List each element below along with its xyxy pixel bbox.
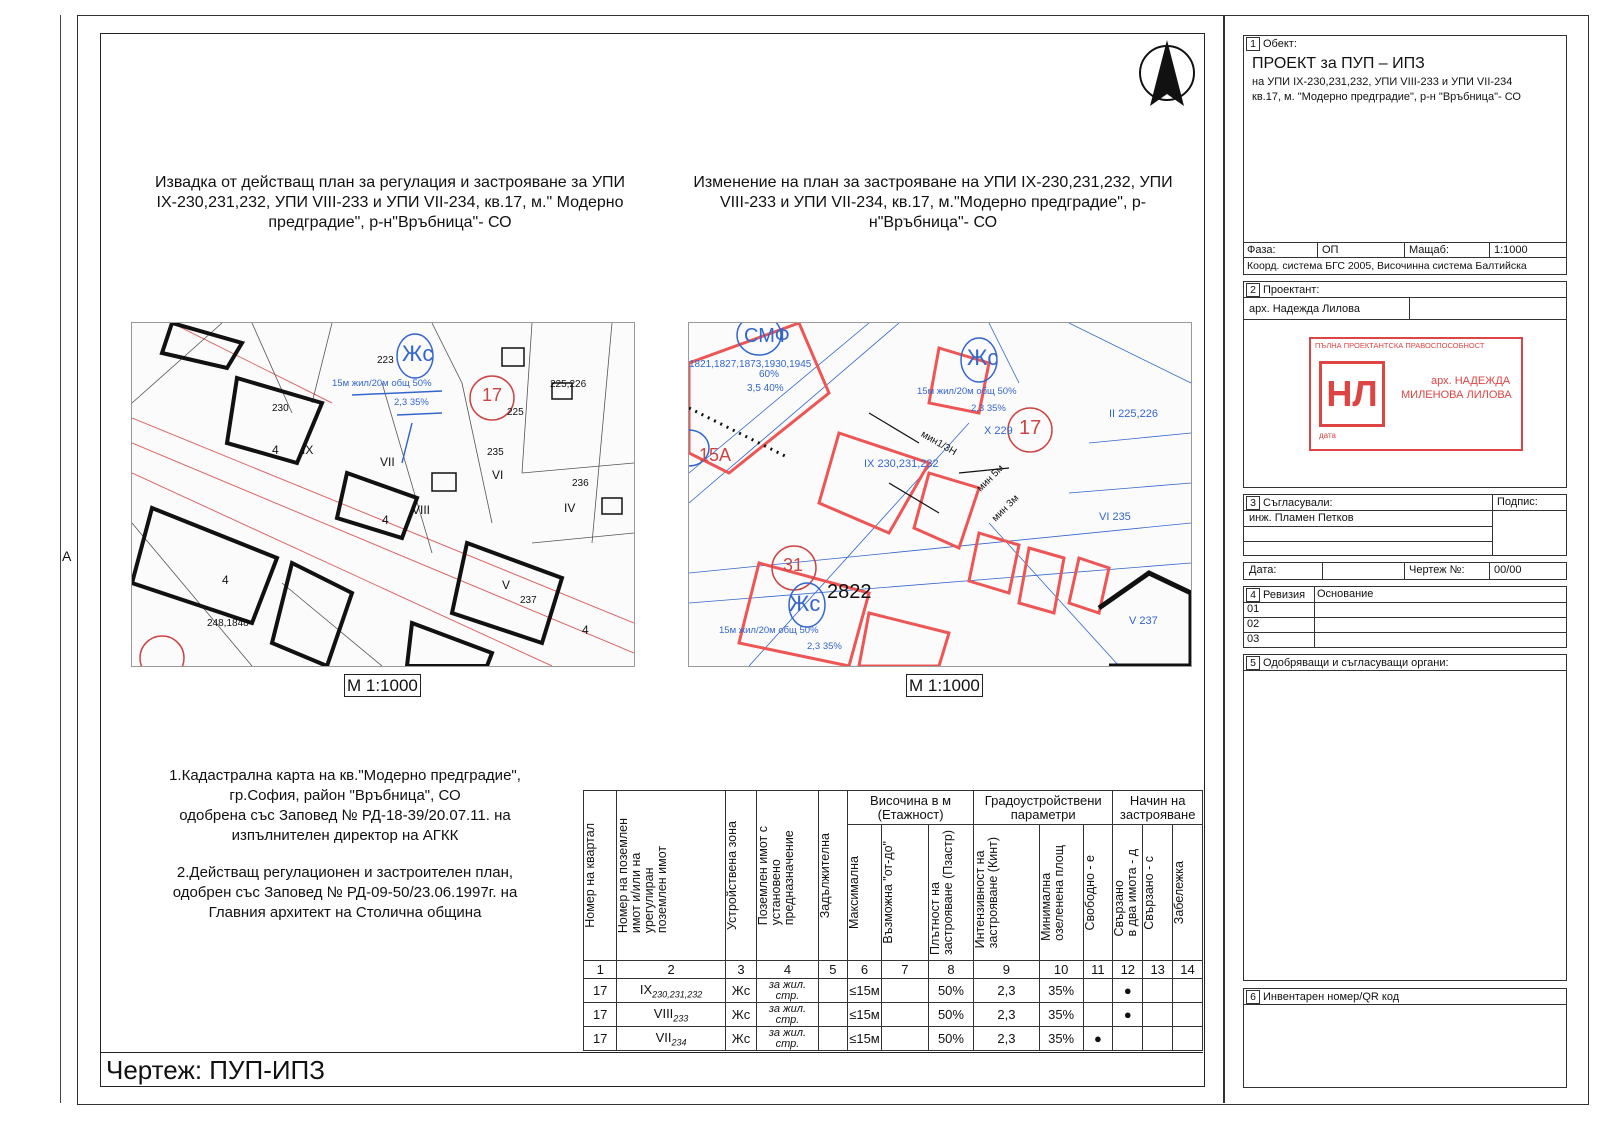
map-right-params4: 2,3 35% xyxy=(807,641,842,652)
frame-left-line xyxy=(60,15,61,1103)
map-right-zone2-label: Жс xyxy=(789,591,821,616)
th-purpose: Поземлен имот с установено предназначение xyxy=(757,791,818,961)
title-block-inventory xyxy=(1243,988,1567,1088)
title-block-revisions xyxy=(1243,586,1567,648)
title-block-divider xyxy=(1223,15,1225,1103)
map-left-storeys-2: 4 xyxy=(382,513,389,527)
map-right-params-35: 3,5 40% xyxy=(747,383,784,394)
map-left-plot-237: 237 xyxy=(520,595,537,606)
table-row: 17 $VII_{234}$ Жс за жил. стр. ≤15м 50% 2,3 35% ● xyxy=(584,1027,1203,1051)
th-group-params: Градоустройствени параметри xyxy=(974,791,1113,825)
inventory-label: Инвентарен номер/QR код xyxy=(1263,991,1400,1003)
table-number-row: 1 2 3 4 5 6 7 8 9 10 11 12 13 14 xyxy=(584,961,1203,979)
north-arrow-icon xyxy=(1138,38,1198,108)
map-right-block-31: 31 xyxy=(783,555,804,575)
signature-label: Подпис: xyxy=(1497,496,1538,508)
section-number: 4 xyxy=(1246,588,1260,602)
date-label: Дата: xyxy=(1249,564,1277,576)
agreed-by-name: инж. Пламен Петков xyxy=(1249,512,1354,524)
drawing-label: Чертеж: ПУП-ИПЗ xyxy=(106,1055,325,1085)
map-left-plot-225: 225 xyxy=(507,407,524,418)
note-regulation-plan: 2.Действащ регулационен и застроителен план, одобрен със Заповед № РД-09-50/23.06.1997г. на Главния архитект на Столична община xyxy=(172,864,518,921)
th-intensity: Интензивност на застрояване (Кинт) xyxy=(974,825,1040,961)
map-right-block-number: 17 xyxy=(1019,417,1042,439)
map-right-dim-min3: мин 3м xyxy=(989,492,1022,525)
title-block-authorities xyxy=(1243,654,1567,981)
drawing-no-value: 00/00 xyxy=(1494,564,1522,576)
revision-01: 01 xyxy=(1247,603,1260,615)
map-left-upi-vii: VII xyxy=(380,455,395,469)
map-right-dim-min5: мин 5м xyxy=(974,462,1007,495)
basis-label: Основание xyxy=(1317,588,1374,600)
designer-stamp xyxy=(1309,337,1523,451)
designer-label: Проектант: xyxy=(1263,284,1320,296)
map-right-upi-ix: IX 230,231,232 xyxy=(864,458,939,470)
map-left-existing-plan xyxy=(131,322,635,667)
th-zone: Устройствена зона xyxy=(725,791,757,961)
map-right-plot-235: VI 235 xyxy=(1099,511,1131,523)
map-left-plot-230: 230 xyxy=(272,403,289,414)
map-left-plot-235: 235 xyxy=(487,447,504,458)
section-number: 6 xyxy=(1246,990,1260,1004)
project-subtitle-1: на УПИ IX-230,231,232, УПИ VIII-233 и УПИ VII-234 xyxy=(1252,76,1513,88)
map-right-density-60: 60% xyxy=(759,369,780,380)
map-right-block-15a: 15А xyxy=(699,445,732,465)
coordinate-system: Коорд. система БГС 2005, Височинна система Балтийска xyxy=(1247,260,1527,272)
map-left-title: Извадка от действащ план за регулация и застрояване за УПИ IX-230,231,232, УПИ VIII-233 и УПИ VII-234, кв.17, м." Модерно предградие", р-н"Връбница"- СО xyxy=(155,174,625,231)
title-block-object xyxy=(1243,35,1567,275)
stamp-name-1: арх. НАДЕЖДА xyxy=(1431,375,1511,387)
th-density: Плътност на застрояване (Пзастр) xyxy=(928,825,973,961)
map-right-dim-min13n: мин1/3Н xyxy=(918,428,959,459)
map-right-zone-label: Жс xyxy=(967,345,999,370)
section-number: 3 xyxy=(1246,496,1260,510)
map-right-plot-1821: 1821,1827,1873,1930,1945 xyxy=(689,359,812,370)
note-cadastral-map: 1.Кадастрална карта на кв."Модерно предградие", гр.София, район "Връбница", СО одобрена със Заповед № РД-18-39/20.07.11. на изпълнителен директор на АГКК xyxy=(169,767,521,844)
project-subtitle-2: кв.17, м. "Модерно предградие", р-н "Връбница"- СО xyxy=(1252,91,1521,103)
map-left-plot-236: 236 xyxy=(572,478,589,489)
stamp-header: ПЪЛНА ПРОЕКТАНТСКА ПРАВОСПОСОБНОСТ xyxy=(1315,341,1485,350)
drawing-no-label: Чертеж №: xyxy=(1409,564,1465,576)
phase-value: ОП xyxy=(1322,244,1339,256)
map-left-zone-label: Жс xyxy=(402,341,434,366)
map-left-upi-iv: IV xyxy=(564,501,576,515)
title-block-designer xyxy=(1243,281,1567,488)
project-title: ПРОЕКТ за ПУП – ИПЗ xyxy=(1252,55,1425,72)
scale-value: 1:1000 xyxy=(1494,244,1528,256)
map-right-params3: 15м жил/20м общ 50% xyxy=(719,625,819,636)
map-left-plot-226: 225,226 xyxy=(550,379,587,390)
th-plot-number: Номер на поземлен имот и/или на урегулиран поземлен имот xyxy=(617,791,725,961)
map-right-params1: 15м жил/20м общ 50% xyxy=(917,386,1017,397)
map-left-storeys-4: 4 xyxy=(222,573,229,587)
section-mark: A xyxy=(62,548,72,564)
th-max-height: Максимална xyxy=(848,825,882,961)
table-row: 17 $IX_{230,231,232}$ Жс за жил. стр. ≤15м 50% 2,3 35% ● xyxy=(584,979,1203,1003)
map-right-smf-label: СМФ xyxy=(744,325,790,347)
stamp-date: дата xyxy=(1319,431,1336,440)
th-group-method: Начин на застрояване xyxy=(1113,791,1203,825)
agreed-label: Съгласували: xyxy=(1263,497,1333,509)
revision-02: 02 xyxy=(1247,618,1260,630)
th-possible-height: Възможна "от-до" xyxy=(881,825,928,961)
map-right-plot-225: II 225,226 xyxy=(1109,408,1158,420)
th-connected: Свързано - с xyxy=(1143,825,1173,961)
map-left-plot-248: 248,1848 xyxy=(207,618,249,629)
phase-row xyxy=(1244,242,1566,258)
scale-label: Мащаб: xyxy=(1409,244,1449,256)
authorities-label: Одобряващи и съгласуващи органи: xyxy=(1263,657,1449,669)
stamp-name-2: МИЛЕНОВА ЛИЛОВА xyxy=(1401,389,1512,401)
development-parameters-table xyxy=(583,790,1203,1051)
map-right-scale: М 1:1000 xyxy=(906,674,983,697)
section-number: 5 xyxy=(1246,656,1260,670)
title-block-approvals xyxy=(1243,494,1567,556)
th-green-area: Минимална озеленена площ xyxy=(1039,825,1083,961)
revision-03: 03 xyxy=(1247,633,1260,645)
drawing-label-box xyxy=(100,1052,1203,1086)
th-note: Забележка xyxy=(1173,825,1203,961)
map-left-params2: 2,3 35% xyxy=(394,397,429,408)
section-number: 1 xyxy=(1246,37,1260,51)
section-number: 2 xyxy=(1246,283,1260,297)
map-left-upi-vi: VI xyxy=(492,468,504,482)
map-left-block-number: 17 xyxy=(482,385,503,405)
map-right-proposed-plan xyxy=(688,322,1192,667)
th-twin: Свързано в два имота - д xyxy=(1113,825,1143,961)
map-right-plot-237: V 237 xyxy=(1129,615,1158,627)
map-left-plot-223: 223 xyxy=(377,355,394,366)
table-row: 17 $VIII_{233}$ Жс за жил. стр. ≤15м 50% 2,3 35% ● xyxy=(584,1003,1203,1027)
map-left-upi-viii: VIII xyxy=(412,503,431,517)
stamp-logo: НЛ xyxy=(1319,361,1385,427)
coords-row xyxy=(1244,257,1566,274)
map-left-storeys-3: 4 xyxy=(582,623,589,637)
designer-name: арх. Надежда Лилова xyxy=(1249,303,1361,315)
object-label: Обект: xyxy=(1263,38,1297,50)
map-right-title: Изменение на план за застрояване на УПИ IX-230,231,232, УПИ VIII-233 и УПИ VII-234, кв.17, м."Модерно предградие", р-н"Връбница"- СО xyxy=(693,174,1173,231)
th-free: Свободно - е xyxy=(1083,825,1113,961)
map-left-scale: М 1:1000 xyxy=(344,674,421,697)
map-right-block-2822: 2822 xyxy=(827,581,872,603)
map-right-upi-x: X 229 xyxy=(984,425,1013,437)
phase-label: Фаза: xyxy=(1247,244,1276,256)
th-block-number: Номер на квартал xyxy=(584,791,617,961)
map-left-params1: 15м жил/20м общ 50% xyxy=(332,378,432,389)
title-block-date-row xyxy=(1243,562,1567,580)
map-left-upi-v: V xyxy=(502,578,511,592)
map-left-upi-ix: IX xyxy=(302,443,314,457)
th-group-height: Височина в м (Етажност) xyxy=(848,791,974,825)
revision-label: Ревизия xyxy=(1263,589,1306,601)
map-left-storeys-1: 4 xyxy=(272,443,279,457)
map-right-params2: 2,3 35% xyxy=(971,403,1006,414)
th-mandatory: Задължителна xyxy=(818,791,847,961)
